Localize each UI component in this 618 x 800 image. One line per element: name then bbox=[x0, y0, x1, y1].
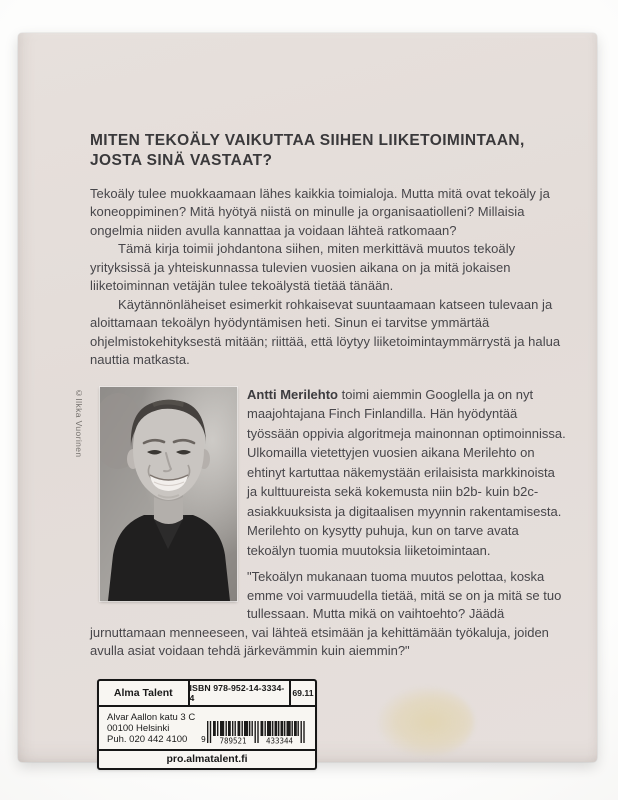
publisher-name: Alma Talent bbox=[99, 681, 190, 705]
headline-line1: MITEN TEKOÄLY VAIKUTTAA SIIHEN LIIKETOIMINTAAN, bbox=[90, 132, 525, 149]
author-bio-text: toimi aiemmin Googlella ja on nyt maajohtajana Finch Finlandilla. Hän hyödyntää työssään oppivia algoritmeja mainonnan optimoinnissa. Ulkomailla vietettyjen vuosien aikana Merilehto on ehtinyt kartuttaa näkemystään erilaisista markkinoista ja kulttuureista sekä kokemusta niin b2b- kuin b2c-asiakkuuksista ja digitaalisen myynnin rakentamisesta. Merilehto on kysytty puhuja, kun on tarve avata tekoälyn tuomia muutoksia liiketoimintaan. bbox=[247, 386, 566, 558]
label-area bbox=[97, 679, 317, 770]
barcode-digits-group2: 433344 bbox=[265, 736, 293, 746]
isbn-number: ISBN 978-952-14-3334-4 bbox=[190, 681, 291, 705]
barcode-lead-digit: 9 bbox=[201, 735, 206, 745]
barcode bbox=[201, 721, 306, 745]
intro-paragraph-3: Käytännönläheiset esimerkit rohkaisevat suuntaamaan katseen tulevaan ja aloittamaan tekoälyn hyödyntämisen heti. Sinun ei tarvitse ymmärtää ohjelmistokehityksestä mitään; riittää, että löytyy liiketoimintaymmärrystä ja halua nauttia matkasta. bbox=[90, 296, 561, 368]
library-class-code: 69.11 bbox=[292, 687, 314, 698]
label-middle-row bbox=[99, 707, 315, 749]
barcode-digits-group1: 789521 bbox=[219, 736, 247, 746]
address-line: 00100 Helsinki bbox=[107, 722, 170, 734]
address-line: Alvar Aallon katu 3 C bbox=[107, 711, 196, 723]
author-photo bbox=[100, 387, 237, 601]
barcode-bars bbox=[207, 721, 306, 745]
headline-line2: JOSTA SINÄ VASTAAT? bbox=[90, 152, 273, 170]
headline bbox=[90, 131, 567, 172]
author-photo-block bbox=[74, 387, 237, 601]
intro-paragraph-1: Tekoäly tulee muokkaamaan lähes kaikkia toimialoja. Mutta mitä ovat tekoäly ja koneoppiminen? Mitä hyötyä niistä on minulle ja organisaatiolleni? Millaisia ongelmia niiden avulla kannattaa ja voidaan lähteä ratkomaan? bbox=[90, 185, 550, 238]
cover-stain bbox=[378, 687, 474, 757]
cover-content bbox=[74, 131, 567, 770]
photo-credit: ©Ilkka Vuorinen bbox=[74, 387, 84, 458]
author-portrait-illustration bbox=[100, 387, 237, 601]
address-line: Puh. 020 442 4100 bbox=[107, 733, 188, 745]
publisher-address bbox=[107, 713, 201, 745]
label-header-row bbox=[99, 681, 315, 707]
intro-paragraph-2: Tämä kirja toimii johdantona siihen, miten merkittävä muutos tekoäly yrityksissä ja yhteiskunnassa tulevien vuosien aikana on ja mitä jokaisen liiketoiminnan vetäjän tulee tekoälystä tietää tänään. bbox=[90, 241, 516, 294]
publisher-website: pro.almatalent.fi bbox=[99, 749, 315, 768]
author-quote: "Tekoälyn mukanaan tuoma muutos pelottaa, koska emme voi varmuudella tietää, mitä se on ja mitä se tuo tullessaan. Mutta mikä on vaihtoehto? Jäädä jurnuttamaan menneeseen, vai lähteä etsimään ja kehittämään työkaluja, joiden avulla asiat voidaan tehdä järkevämmin kuin aiemmin?" bbox=[90, 569, 562, 659]
publisher-label bbox=[97, 679, 317, 770]
book-back-cover bbox=[18, 33, 597, 766]
author-section bbox=[74, 385, 567, 661]
author-name: Antti Merilehto bbox=[247, 386, 338, 402]
